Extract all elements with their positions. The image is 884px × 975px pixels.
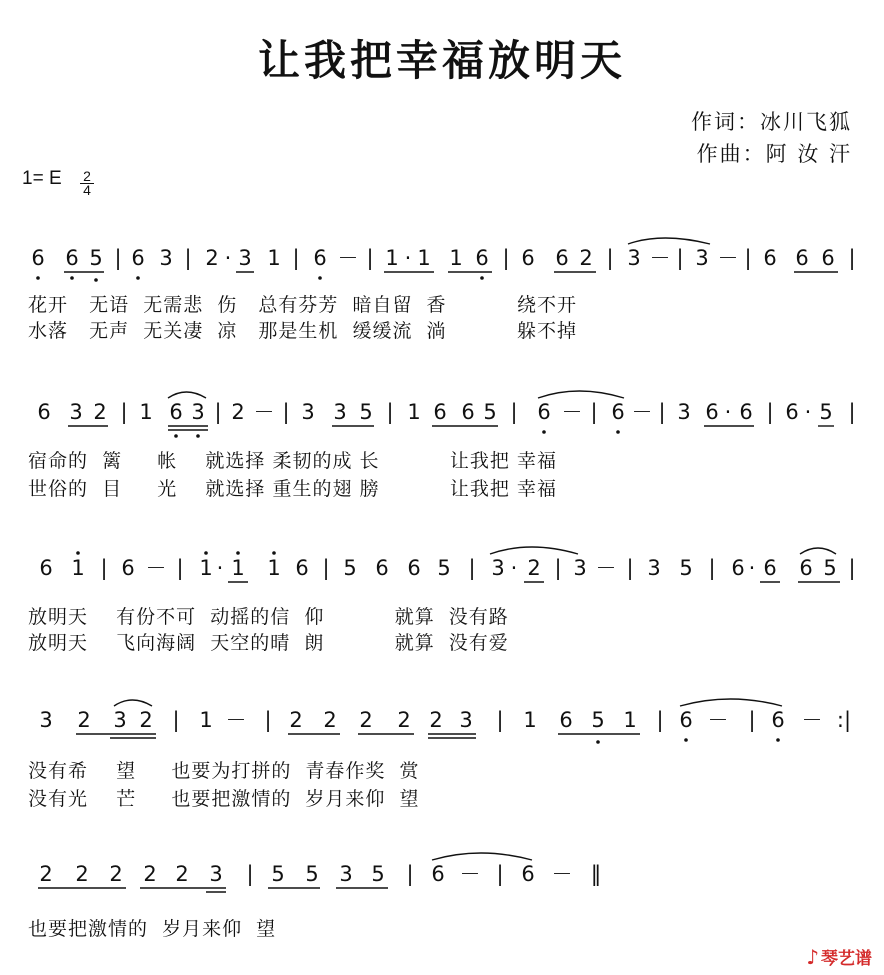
music-system-5: [0, 846, 884, 906]
barline: |: [386, 400, 394, 424]
note: 2: [205, 246, 219, 270]
barline: |: [406, 862, 414, 886]
note: 1: [199, 556, 213, 580]
barline: |: [322, 556, 330, 580]
note: 2: [323, 708, 337, 732]
note: 6: [461, 400, 475, 424]
note: 6: [763, 246, 777, 270]
note: 6: [131, 246, 145, 270]
note: 2: [77, 708, 91, 732]
octave-dots: [36, 276, 484, 282]
note: 1: [623, 708, 637, 732]
barline: |: [766, 400, 774, 424]
barline: |: [510, 400, 518, 424]
key-signature: 1= E: [22, 168, 62, 189]
note: 1: [199, 708, 213, 732]
note: 6: [39, 556, 53, 580]
note: 6: [731, 556, 745, 580]
dot: ·: [748, 556, 756, 580]
music-note-icon: ♪: [806, 944, 819, 969]
note: 3: [191, 400, 205, 424]
note: 3: [573, 556, 587, 580]
site-logo: [806, 944, 872, 969]
note: 5: [679, 556, 693, 580]
logo-text: 琴艺谱: [821, 949, 872, 969]
barline: |: [264, 708, 272, 732]
barline: |: [246, 862, 254, 886]
dot: ·: [404, 246, 412, 270]
note: 1: [385, 246, 399, 270]
note: 6: [475, 246, 489, 270]
note: 3: [491, 556, 505, 580]
note: 1: [407, 400, 421, 424]
dash: －: [631, 400, 653, 424]
note: 3: [39, 708, 53, 732]
dash: －: [801, 708, 823, 732]
note: 2: [527, 556, 541, 580]
note: 2: [289, 708, 303, 732]
dot: ·: [724, 400, 732, 424]
note: 2: [93, 400, 107, 424]
barline: |: [848, 400, 856, 424]
dash: －: [253, 400, 275, 424]
note: 2: [39, 862, 53, 886]
note: 6: [375, 556, 389, 580]
note: 6: [705, 400, 719, 424]
end-repeat: :|: [836, 708, 852, 732]
notation-row-2: [0, 384, 884, 444]
barline: |: [848, 246, 856, 270]
note: 6: [37, 400, 51, 424]
note: 6: [295, 556, 309, 580]
time-signature-bottom: 4: [83, 182, 91, 198]
notation-row-5: [0, 846, 884, 906]
note: 6: [407, 556, 421, 580]
note: 3: [333, 400, 347, 424]
time-signature: [80, 170, 94, 197]
note: 6: [521, 862, 535, 886]
note: 5: [305, 862, 319, 886]
note: 5: [819, 400, 833, 424]
barline: |: [748, 708, 756, 732]
dash: －: [595, 556, 617, 580]
underlines: [68, 391, 834, 430]
note: 2: [359, 708, 373, 732]
note: 6: [433, 400, 447, 424]
music-system-2: [0, 384, 884, 444]
note: 3: [627, 246, 641, 270]
dot: ·: [804, 400, 812, 424]
note: 5: [371, 862, 385, 886]
note: 6: [31, 246, 45, 270]
barline: |: [100, 556, 108, 580]
barline: |: [120, 400, 128, 424]
note: 3: [677, 400, 691, 424]
note: 1: [267, 246, 281, 270]
note: 6: [169, 400, 183, 424]
note: 5: [359, 400, 373, 424]
note: 3: [339, 862, 353, 886]
note: 1: [71, 556, 85, 580]
dot: ·: [216, 556, 224, 580]
barline: |: [658, 400, 666, 424]
note: 1: [417, 246, 431, 270]
barline: |: [708, 556, 716, 580]
barline: |: [590, 400, 598, 424]
barline: |: [656, 708, 664, 732]
note: 1: [139, 400, 153, 424]
dash: －: [561, 400, 583, 424]
barline: |: [554, 556, 562, 580]
note: 5: [343, 556, 357, 580]
barline: |: [848, 556, 856, 580]
note: 3: [459, 708, 473, 732]
dash: －: [707, 708, 729, 732]
barline: |: [184, 246, 192, 270]
note: 2: [175, 862, 189, 886]
note: 2: [75, 862, 89, 886]
note: 3: [159, 246, 173, 270]
dash: －: [551, 862, 573, 886]
note: 5: [437, 556, 451, 580]
note: 5: [271, 862, 285, 886]
note: 6: [795, 246, 809, 270]
composer-credit: 作曲：阿 汝 汗: [696, 142, 852, 166]
notation-row-1: [0, 230, 884, 290]
note: 3: [647, 556, 661, 580]
note: 6: [121, 556, 135, 580]
barline: |: [214, 400, 222, 424]
note: 1: [449, 246, 463, 270]
octave-dots: [174, 430, 620, 438]
lyric-line: 世俗的 目 光 就选择 重生的翅 膀 让我把 幸福: [28, 478, 557, 500]
lyric-line: 也要把激情的 岁月来仰 望: [28, 918, 277, 940]
note: 1: [267, 556, 281, 580]
dash: －: [459, 862, 481, 886]
note: 2: [397, 708, 411, 732]
dash: －: [649, 246, 671, 270]
note: 3: [301, 400, 315, 424]
note: 6: [431, 862, 445, 886]
note: 1: [231, 556, 245, 580]
notation-row-4: [0, 692, 884, 752]
note: 6: [537, 400, 551, 424]
note: 6: [821, 246, 835, 270]
note: 2: [579, 246, 593, 270]
note: 6: [763, 556, 777, 580]
dot: ·: [510, 556, 518, 580]
barline: |: [292, 246, 300, 270]
barline: |: [626, 556, 634, 580]
barline: |: [676, 246, 684, 270]
dash: －: [337, 246, 359, 270]
note: 2: [429, 708, 443, 732]
lyric-line: 花开 无语 无需悲 伤 总有芬芳 暗自留 香 绕不开: [28, 294, 577, 316]
notation-row-3: [0, 540, 884, 600]
lyric-line: 放明天 飞向海阔 天空的晴 朗 就算 没有爱: [28, 632, 509, 654]
note: 1: [523, 708, 537, 732]
lyric-line: 放明天 有份不可 动摇的信 仰 就算 没有路: [28, 606, 509, 628]
note: 6: [739, 400, 753, 424]
barline: |: [282, 400, 290, 424]
barline: |: [502, 246, 510, 270]
barline: |: [172, 708, 180, 732]
note: 6: [785, 400, 799, 424]
note: 2: [139, 708, 153, 732]
note: 3: [238, 246, 252, 270]
note: 5: [823, 556, 837, 580]
barline: |: [496, 708, 504, 732]
lyric-line: 水落 无声 无关凄 凉 那是生机 缓缓流 淌 躲不掉: [28, 320, 577, 342]
note: 2: [231, 400, 245, 424]
note: 2: [109, 862, 123, 886]
dash: －: [145, 556, 167, 580]
note: 3: [69, 400, 83, 424]
note: 6: [555, 246, 569, 270]
music-system-1: [0, 230, 884, 290]
octave-dots: [596, 738, 780, 744]
note: 5: [483, 400, 497, 424]
music-system-3: [0, 540, 884, 600]
dot: ·: [224, 246, 232, 270]
note: 5: [591, 708, 605, 732]
barline: |: [366, 246, 374, 270]
barline: |: [496, 862, 504, 886]
note: 6: [559, 708, 573, 732]
note: 6: [611, 400, 625, 424]
note: 3: [113, 708, 127, 732]
note: 3: [695, 246, 709, 270]
note: 6: [771, 708, 785, 732]
music-system-4: [0, 692, 884, 752]
note: 6: [313, 246, 327, 270]
lyricist-credit: 作词：冰川飞狐: [691, 110, 852, 134]
barline: |: [176, 556, 184, 580]
lyric-line: 宿命的 篱 帐 就选择 柔韧的成 长 让我把 幸福: [28, 450, 557, 472]
note: 6: [799, 556, 813, 580]
dash: －: [717, 246, 739, 270]
barline: |: [744, 246, 752, 270]
note: 2: [143, 862, 157, 886]
barline: |: [606, 246, 614, 270]
lyric-line: 没有光 芒 也要把激情的 岁月来仰 望: [28, 788, 420, 810]
note: 6: [65, 246, 79, 270]
lyric-line: 没有希 望 也要为打拼的 青春作奖 赏: [28, 760, 420, 782]
note: 6: [521, 246, 535, 270]
time-signature-top: 2: [80, 170, 94, 184]
octave-dots: [76, 551, 276, 555]
page-title: 让我把幸福放明天: [257, 36, 626, 85]
note: 6: [679, 708, 693, 732]
note: 3: [209, 862, 223, 886]
final-barline: ‖: [590, 862, 602, 886]
note: 5: [89, 246, 103, 270]
barline: |: [114, 246, 122, 270]
barline: |: [468, 556, 476, 580]
dash: －: [225, 708, 247, 732]
